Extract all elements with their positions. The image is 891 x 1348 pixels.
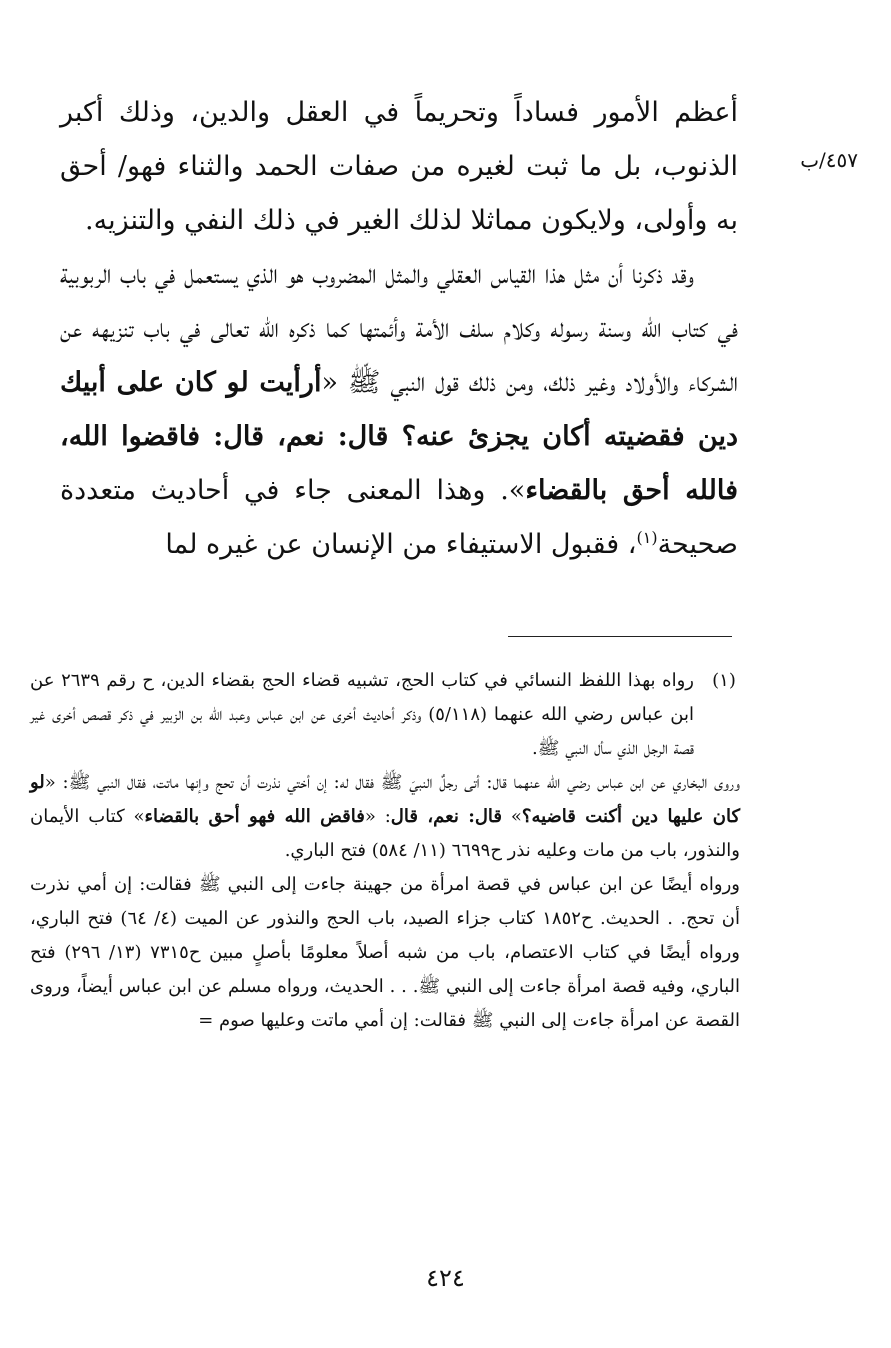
page-number: ٤٢٤ [426,1264,465,1292]
footnote-number: (١) [712,670,736,691]
footnote-2-text-b: » [502,806,522,827]
footnote-2-bold-3: فاقض الله فهو أحق بالقضاء [144,806,365,827]
paragraph-2-text-b: ». وهذا المعنى جاء في أحاديث متعددة صحيحة [60,475,738,560]
footnote-paragraph-1: رواه بهذا اللفظ النسائي في كتاب الحج، تشبيه قضاء الحج بقضاء الدين، ح رقم ٢٦٣٩ عن ابن عباس رضي الله عنهما (٥/١١٨) وذكر أحاديث أخرى عن ابن عباس وعبد الله بن الزبير في ذكر قصص أخرى غير قصة الرجل الذي سأل النبي ﷺ. [30,670,695,759]
footnote-reference[interactable]: (١) [636,528,658,547]
manuscript-folio-note: ٤٥٧/ب [800,148,858,172]
hadith-quote: أرأيت لو كان على أبيك دين فقضيته أكان يجزئ عنه؟ قال: نعم، قال: فاقضوا الله، فالله أحق بالقضاء [60,367,738,506]
paragraph-2 [60,248,738,572]
paragraph-1: أعظم الأمور فساداً وتحريماً في العقل والدين، وذلك أكبر الذنوب، بل ما ثبت لغيره من صفات الحمد والثناء فهو/ أحق به وأولى، ولايكون مماثلا لذلك الغير في ذلك النفي والتنزيه. [60,97,738,236]
paragraph-2-text-a: وقد ذكرنا أن مثل هذا القياس العقلي والمثل المضروب هو الذي يستعمل في باب الربوبية في كتاب الله وسنة رسوله وكلام سلف الأمة وأئمتها كما ذكره الله تعالى في باب تنزيهه عن الشركاء والأولاد وغير ذلك، ومن ذلك قول النبي ﷺ « [60,259,738,398]
paragraph-2-text-c: ، فقبول الاستيفاء من الإنسان عن غيره لما [165,529,637,560]
footnotes [30,664,740,1038]
footnote-2-text-d: » كتاب الأيمان والنذور، باب من مات وعليه نذر ح٦٦٩٩ (١١/ ٥٨٤) فتح الباري. [30,806,740,861]
footnote-2-text-c: : « [364,806,391,827]
footnote-paragraph-3: ورواه أيضًا عن ابن عباس في قصة امرأة من جهينة جاءت إلى النبي ﷺ فقالت: إن أمي نذرت أن تحج. . الحديث. ح١٨٥٢ كتاب جزاء الصيد، باب الحج والنذور عن الميت (٤/ ٦٤) فتح الباري، ورواه أيضًا في كتاب الاعتصام، باب من شبه أصلاً معلومًا بأصلٍ مبين ح٧٣١٥ (١٣/ ٢٩٦) فتح الباري، وفيه قصة امرأة جاءت إلى النبي ﷺ. . . الحديث، ورواه مسلم عن ابن عباس أيضاً، وروى القصة عن امرأة جاءت إلى النبي ﷺ فقالت: إن أمي ماتت وعليها صوم = [30,874,740,1031]
footnote-2-text-a: وروى البخاري عن ابن عباس رضي الله عنهما قال: أتى رجلٌ النبيَ ﷺ فقال له: إن أختي نذرت أن تحج وإنها ماتت، فقال النبي ﷺ: « [44,772,740,793]
footnote-paragraph-2 [30,766,740,868]
footnote-separator [508,636,732,637]
main-text [60,86,738,572]
footnote-2-bold-1: لو كان عليها دين أكنت قاضيه؟ [30,772,741,827]
footnote-2-bold-2: قال: نعم، قال [390,806,503,827]
